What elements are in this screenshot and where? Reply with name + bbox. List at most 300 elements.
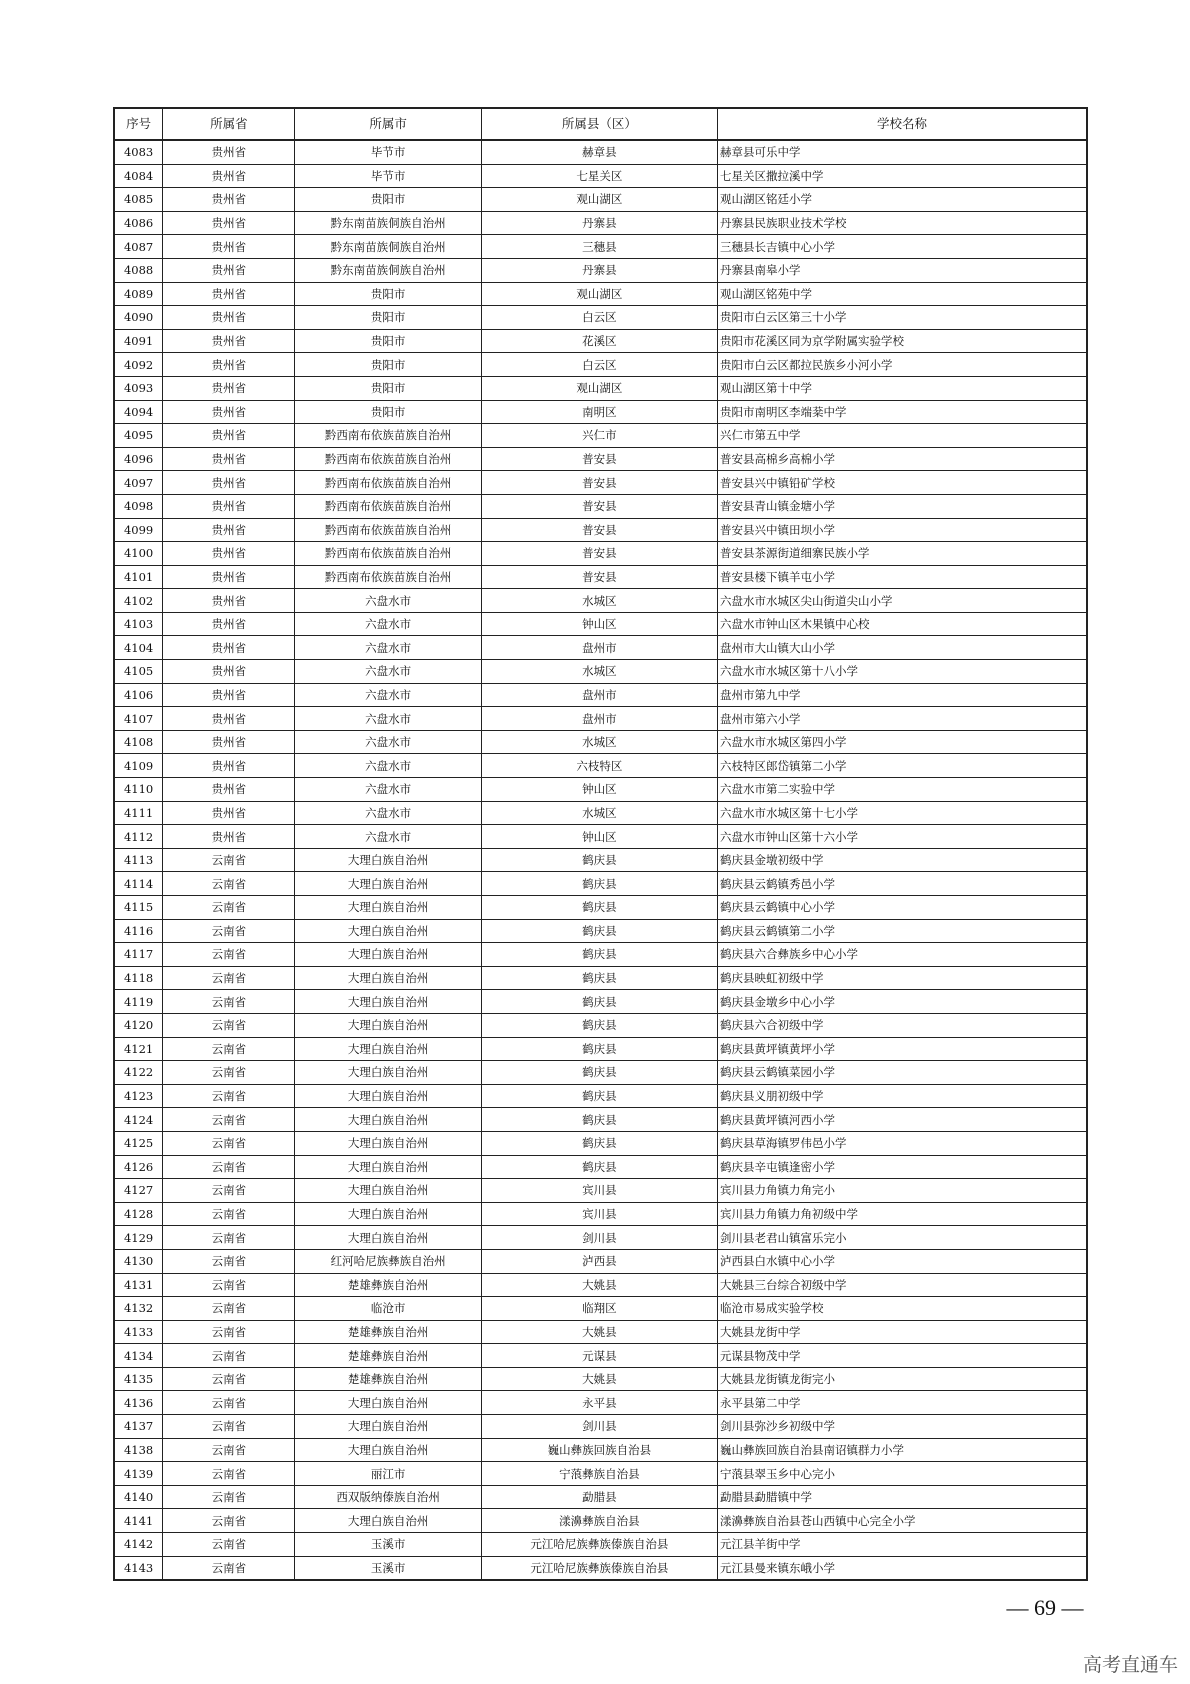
cell-county: 花溪区 bbox=[481, 329, 717, 353]
cell-city: 大理白族自治州 bbox=[295, 943, 481, 967]
cell-city: 大理白族自治州 bbox=[295, 1391, 481, 1415]
cell-school: 普安县兴中镇铅矿学校 bbox=[718, 471, 1088, 495]
cell-province: 贵州省 bbox=[163, 707, 295, 731]
cell-province: 云南省 bbox=[163, 1485, 295, 1509]
cell-county: 大姚县 bbox=[481, 1273, 717, 1297]
cell-index: 4110 bbox=[114, 778, 163, 802]
cell-index: 4142 bbox=[114, 1533, 163, 1557]
cell-province: 贵州省 bbox=[163, 801, 295, 825]
cell-school: 观山湖区铭廷小学 bbox=[718, 188, 1088, 212]
cell-county: 漾濞彝族自治县 bbox=[481, 1509, 717, 1533]
cell-index: 4133 bbox=[114, 1320, 163, 1344]
cell-county: 七星关区 bbox=[481, 164, 717, 188]
cell-county: 盘州市 bbox=[481, 636, 717, 660]
cell-province: 云南省 bbox=[163, 1155, 295, 1179]
cell-city: 大理白族自治州 bbox=[295, 919, 481, 943]
cell-index: 4119 bbox=[114, 990, 163, 1014]
cell-county: 六枝特区 bbox=[481, 754, 717, 778]
table-row bbox=[114, 1108, 1087, 1132]
cell-county: 普安县 bbox=[481, 518, 717, 542]
table-row bbox=[114, 1249, 1087, 1273]
table-row bbox=[114, 164, 1087, 188]
cell-index: 4122 bbox=[114, 1061, 163, 1085]
cell-index: 4100 bbox=[114, 542, 163, 566]
cell-province: 云南省 bbox=[163, 1438, 295, 1462]
cell-index: 4134 bbox=[114, 1344, 163, 1368]
cell-province: 云南省 bbox=[163, 848, 295, 872]
cell-city: 贵阳市 bbox=[295, 306, 481, 330]
cell-school: 鹤庆县黄坪镇黄坪小学 bbox=[718, 1037, 1088, 1061]
cell-school: 鹤庆县六合初级中学 bbox=[718, 1013, 1088, 1037]
cell-school: 贵阳市白云区都拉民族乡小河小学 bbox=[718, 353, 1088, 377]
cell-province: 云南省 bbox=[163, 1179, 295, 1203]
cell-index: 4141 bbox=[114, 1509, 163, 1533]
cell-county: 水城区 bbox=[481, 660, 717, 684]
cell-city: 黔西南布依族苗族自治州 bbox=[295, 424, 481, 448]
cell-county: 鹤庆县 bbox=[481, 1061, 717, 1085]
cell-county: 泸西县 bbox=[481, 1249, 717, 1273]
cell-city: 黔东南苗族侗族自治州 bbox=[295, 211, 481, 235]
table-row bbox=[114, 376, 1087, 400]
table-row bbox=[114, 1131, 1087, 1155]
cell-county: 大姚县 bbox=[481, 1320, 717, 1344]
cell-index: 4138 bbox=[114, 1438, 163, 1462]
cell-school: 鹤庆县金墩初级中学 bbox=[718, 848, 1088, 872]
cell-county: 三穗县 bbox=[481, 235, 717, 259]
header-city: 所属市 bbox=[295, 108, 481, 140]
cell-city: 黔西南布依族苗族自治州 bbox=[295, 542, 481, 566]
cell-province: 贵州省 bbox=[163, 612, 295, 636]
cell-index: 4128 bbox=[114, 1202, 163, 1226]
cell-county: 鹤庆县 bbox=[481, 943, 717, 967]
cell-county: 观山湖区 bbox=[481, 376, 717, 400]
cell-county: 鹤庆县 bbox=[481, 1155, 717, 1179]
cell-province: 云南省 bbox=[163, 966, 295, 990]
cell-county: 白云区 bbox=[481, 353, 717, 377]
cell-index: 4096 bbox=[114, 447, 163, 471]
cell-province: 云南省 bbox=[163, 1061, 295, 1085]
cell-province: 贵州省 bbox=[163, 329, 295, 353]
cell-index: 4099 bbox=[114, 518, 163, 542]
cell-province: 云南省 bbox=[163, 919, 295, 943]
cell-county: 盘州市 bbox=[481, 707, 717, 731]
cell-province: 贵州省 bbox=[163, 636, 295, 660]
cell-index: 4106 bbox=[114, 683, 163, 707]
cell-city: 大理白族自治州 bbox=[295, 872, 481, 896]
cell-city: 贵阳市 bbox=[295, 376, 481, 400]
cell-county: 鹤庆县 bbox=[481, 1013, 717, 1037]
cell-province: 云南省 bbox=[163, 1462, 295, 1486]
cell-county: 赫章县 bbox=[481, 140, 717, 164]
cell-province: 云南省 bbox=[163, 1320, 295, 1344]
cell-city: 西双版纳傣族自治州 bbox=[295, 1485, 481, 1509]
cell-school: 六盘水市第二实验中学 bbox=[718, 778, 1088, 802]
cell-school: 六盘水市水城区第十八小学 bbox=[718, 660, 1088, 684]
cell-county: 鹤庆县 bbox=[481, 1084, 717, 1108]
cell-city: 贵阳市 bbox=[295, 329, 481, 353]
cell-city: 大理白族自治州 bbox=[295, 1084, 481, 1108]
table-row bbox=[114, 683, 1087, 707]
cell-province: 贵州省 bbox=[163, 825, 295, 849]
cell-province: 云南省 bbox=[163, 896, 295, 920]
cell-city: 大理白族自治州 bbox=[295, 1509, 481, 1533]
cell-county: 宾川县 bbox=[481, 1179, 717, 1203]
cell-school: 鹤庆县云鹤镇秀邑小学 bbox=[718, 872, 1088, 896]
cell-city: 楚雄彝族自治州 bbox=[295, 1367, 481, 1391]
cell-city: 大理白族自治州 bbox=[295, 1061, 481, 1085]
cell-school: 贵阳市白云区第三十小学 bbox=[718, 306, 1088, 330]
table-row bbox=[114, 494, 1087, 518]
cell-city: 大理白族自治州 bbox=[295, 990, 481, 1014]
cell-county: 鹤庆县 bbox=[481, 848, 717, 872]
cell-province: 贵州省 bbox=[163, 494, 295, 518]
cell-index: 4094 bbox=[114, 400, 163, 424]
cell-index: 4121 bbox=[114, 1037, 163, 1061]
cell-county: 宁蒗彝族自治县 bbox=[481, 1462, 717, 1486]
cell-county: 观山湖区 bbox=[481, 282, 717, 306]
cell-index: 4124 bbox=[114, 1108, 163, 1132]
cell-county: 鹤庆县 bbox=[481, 1037, 717, 1061]
cell-index: 4091 bbox=[114, 329, 163, 353]
table-row bbox=[114, 1202, 1087, 1226]
cell-index: 4115 bbox=[114, 896, 163, 920]
cell-school: 盘州市第九中学 bbox=[718, 683, 1088, 707]
cell-school: 鹤庆县六合彝族乡中心小学 bbox=[718, 943, 1088, 967]
cell-school: 鹤庆县映虹初级中学 bbox=[718, 966, 1088, 990]
table-row bbox=[114, 660, 1087, 684]
cell-city: 黔西南布依族苗族自治州 bbox=[295, 447, 481, 471]
cell-school: 六盘水市水城区第四小学 bbox=[718, 730, 1088, 754]
cell-school: 宾川县力角镇力角完小 bbox=[718, 1179, 1088, 1203]
table-row bbox=[114, 282, 1087, 306]
table-row bbox=[114, 848, 1087, 872]
cell-county: 水城区 bbox=[481, 801, 717, 825]
table-row bbox=[114, 1179, 1087, 1203]
cell-index: 4093 bbox=[114, 376, 163, 400]
cell-city: 大理白族自治州 bbox=[295, 896, 481, 920]
cell-school: 贵阳市南明区李端棻中学 bbox=[718, 400, 1088, 424]
cell-index: 4112 bbox=[114, 825, 163, 849]
table-row bbox=[114, 612, 1087, 636]
cell-index: 4130 bbox=[114, 1249, 163, 1273]
cell-index: 4088 bbox=[114, 258, 163, 282]
cell-school: 六盘水市水城区第十七小学 bbox=[718, 801, 1088, 825]
cell-city: 毕节市 bbox=[295, 164, 481, 188]
table-row bbox=[114, 1084, 1087, 1108]
cell-province: 云南省 bbox=[163, 1556, 295, 1580]
cell-province: 云南省 bbox=[163, 990, 295, 1014]
cell-index: 4107 bbox=[114, 707, 163, 731]
cell-index: 4139 bbox=[114, 1462, 163, 1486]
cell-school: 鹤庆县云鹤镇第二小学 bbox=[718, 919, 1088, 943]
table-row bbox=[114, 1273, 1087, 1297]
cell-city: 大理白族自治州 bbox=[295, 1037, 481, 1061]
cell-county: 永平县 bbox=[481, 1391, 717, 1415]
cell-school: 普安县茶源街道细寨民族小学 bbox=[718, 542, 1088, 566]
cell-county: 元谋县 bbox=[481, 1344, 717, 1368]
cell-city: 黔东南苗族侗族自治州 bbox=[295, 258, 481, 282]
table-row bbox=[114, 1013, 1087, 1037]
cell-county: 丹寨县 bbox=[481, 211, 717, 235]
table-header-row bbox=[114, 108, 1087, 140]
cell-city: 贵阳市 bbox=[295, 353, 481, 377]
cell-county: 白云区 bbox=[481, 306, 717, 330]
cell-index: 4137 bbox=[114, 1415, 163, 1439]
cell-county: 宾川县 bbox=[481, 1202, 717, 1226]
cell-province: 贵州省 bbox=[163, 400, 295, 424]
cell-county: 剑川县 bbox=[481, 1226, 717, 1250]
table-row bbox=[114, 825, 1087, 849]
header-county: 所属县（区） bbox=[481, 108, 717, 140]
cell-province: 贵州省 bbox=[163, 589, 295, 613]
cell-index: 4111 bbox=[114, 801, 163, 825]
cell-city: 六盘水市 bbox=[295, 730, 481, 754]
table-row bbox=[114, 188, 1087, 212]
cell-school: 鹤庆县草海镇罗伟邑小学 bbox=[718, 1131, 1088, 1155]
cell-index: 4136 bbox=[114, 1391, 163, 1415]
cell-school: 临沧市易成实验学校 bbox=[718, 1297, 1088, 1321]
table-row bbox=[114, 990, 1087, 1014]
cell-city: 六盘水市 bbox=[295, 825, 481, 849]
cell-county: 鹤庆县 bbox=[481, 919, 717, 943]
cell-index: 4102 bbox=[114, 589, 163, 613]
cell-city: 大理白族自治州 bbox=[295, 966, 481, 990]
table-row bbox=[114, 1533, 1087, 1557]
table-row bbox=[114, 1556, 1087, 1580]
cell-school: 普安县兴中镇田坝小学 bbox=[718, 518, 1088, 542]
cell-province: 贵州省 bbox=[163, 471, 295, 495]
cell-province: 云南省 bbox=[163, 1131, 295, 1155]
cell-school: 六盘水市钟山区木果镇中心校 bbox=[718, 612, 1088, 636]
cell-province: 贵州省 bbox=[163, 683, 295, 707]
table-row bbox=[114, 329, 1087, 353]
cell-province: 贵州省 bbox=[163, 164, 295, 188]
cell-school: 六盘水市水城区尖山街道尖山小学 bbox=[718, 589, 1088, 613]
cell-school: 普安县高棉乡高棉小学 bbox=[718, 447, 1088, 471]
table-row bbox=[114, 589, 1087, 613]
cell-city: 楚雄彝族自治州 bbox=[295, 1344, 481, 1368]
cell-province: 云南省 bbox=[163, 1391, 295, 1415]
watermark-text: 高考直通车 bbox=[1082, 1654, 1178, 1676]
cell-province: 云南省 bbox=[163, 1249, 295, 1273]
cell-county: 鹤庆县 bbox=[481, 872, 717, 896]
cell-city: 六盘水市 bbox=[295, 589, 481, 613]
table-row bbox=[114, 966, 1087, 990]
cell-city: 大理白族自治州 bbox=[295, 1438, 481, 1462]
header-index: 序号 bbox=[114, 108, 163, 140]
cell-province: 云南省 bbox=[163, 1202, 295, 1226]
cell-province: 云南省 bbox=[163, 872, 295, 896]
cell-city: 红河哈尼族彝族自治州 bbox=[295, 1249, 481, 1273]
cell-county: 鹤庆县 bbox=[481, 1108, 717, 1132]
cell-province: 云南省 bbox=[163, 1415, 295, 1439]
cell-city: 六盘水市 bbox=[295, 636, 481, 660]
cell-county: 盘州市 bbox=[481, 683, 717, 707]
cell-index: 4095 bbox=[114, 424, 163, 448]
cell-city: 贵阳市 bbox=[295, 400, 481, 424]
table-row bbox=[114, 542, 1087, 566]
cell-province: 贵州省 bbox=[163, 730, 295, 754]
table-row bbox=[114, 400, 1087, 424]
cell-city: 贵阳市 bbox=[295, 282, 481, 306]
table-row bbox=[114, 565, 1087, 589]
table-row bbox=[114, 1297, 1087, 1321]
table-row bbox=[114, 636, 1087, 660]
table-row bbox=[114, 730, 1087, 754]
cell-city: 临沧市 bbox=[295, 1297, 481, 1321]
cell-county: 普安县 bbox=[481, 494, 717, 518]
cell-school: 六盘水市钟山区第十六小学 bbox=[718, 825, 1088, 849]
cell-province: 贵州省 bbox=[163, 376, 295, 400]
cell-index: 4120 bbox=[114, 1013, 163, 1037]
cell-county: 剑川县 bbox=[481, 1415, 717, 1439]
cell-index: 4125 bbox=[114, 1131, 163, 1155]
table-row bbox=[114, 1344, 1087, 1368]
cell-city: 六盘水市 bbox=[295, 612, 481, 636]
cell-county: 鹤庆县 bbox=[481, 990, 717, 1014]
table-body bbox=[114, 140, 1087, 1580]
cell-province: 云南省 bbox=[163, 1533, 295, 1557]
cell-province: 贵州省 bbox=[163, 424, 295, 448]
cell-school: 鹤庆县义朋初级中学 bbox=[718, 1084, 1088, 1108]
cell-county: 勐腊县 bbox=[481, 1485, 717, 1509]
table-row bbox=[114, 1226, 1087, 1250]
cell-school: 七星关区撒拉溪中学 bbox=[718, 164, 1088, 188]
cell-county: 元江哈尼族彝族傣族自治县 bbox=[481, 1533, 717, 1557]
cell-province: 贵州省 bbox=[163, 258, 295, 282]
cell-city: 楚雄彝族自治州 bbox=[295, 1320, 481, 1344]
cell-county: 普安县 bbox=[481, 565, 717, 589]
cell-school: 鹤庆县云鹤镇菜园小学 bbox=[718, 1061, 1088, 1085]
cell-school: 元江县曼来镇东峨小学 bbox=[718, 1556, 1088, 1580]
cell-county: 普安县 bbox=[481, 471, 717, 495]
cell-school: 大姚县龙街中学 bbox=[718, 1320, 1088, 1344]
cell-school: 鹤庆县黄坪镇河西小学 bbox=[718, 1108, 1088, 1132]
cell-index: 4126 bbox=[114, 1155, 163, 1179]
cell-county: 大姚县 bbox=[481, 1367, 717, 1391]
cell-school: 鹤庆县金墩乡中心小学 bbox=[718, 990, 1088, 1014]
header-school: 学校名称 bbox=[718, 108, 1088, 140]
cell-county: 普安县 bbox=[481, 542, 717, 566]
cell-city: 六盘水市 bbox=[295, 778, 481, 802]
cell-county: 巍山彝族回族自治县 bbox=[481, 1438, 717, 1462]
cell-province: 云南省 bbox=[163, 1509, 295, 1533]
cell-city: 大理白族自治州 bbox=[295, 848, 481, 872]
header-province: 所属省 bbox=[163, 108, 295, 140]
cell-school: 盘州市第六小学 bbox=[718, 707, 1088, 731]
table-row bbox=[114, 1509, 1087, 1533]
cell-city: 大理白族自治州 bbox=[295, 1108, 481, 1132]
cell-school: 宾川县力角镇力角初级中学 bbox=[718, 1202, 1088, 1226]
cell-school: 漾濞彝族自治县苍山西镇中心完全小学 bbox=[718, 1509, 1088, 1533]
cell-school: 普安县楼下镇羊屯小学 bbox=[718, 565, 1088, 589]
table-row bbox=[114, 1391, 1087, 1415]
cell-city: 黔西南布依族苗族自治州 bbox=[295, 494, 481, 518]
table-row bbox=[114, 778, 1087, 802]
table-row bbox=[114, 306, 1087, 330]
cell-province: 贵州省 bbox=[163, 188, 295, 212]
cell-city: 黔西南布依族苗族自治州 bbox=[295, 518, 481, 542]
cell-province: 云南省 bbox=[163, 1108, 295, 1132]
cell-index: 4117 bbox=[114, 943, 163, 967]
cell-index: 4114 bbox=[114, 872, 163, 896]
table-row bbox=[114, 1367, 1087, 1391]
cell-province: 贵州省 bbox=[163, 235, 295, 259]
cell-province: 贵州省 bbox=[163, 778, 295, 802]
cell-school: 丹寨县民族职业技术学校 bbox=[718, 211, 1088, 235]
table-row bbox=[114, 754, 1087, 778]
cell-city: 六盘水市 bbox=[295, 754, 481, 778]
cell-county: 鹤庆县 bbox=[481, 966, 717, 990]
cell-county: 钟山区 bbox=[481, 612, 717, 636]
cell-county: 钟山区 bbox=[481, 825, 717, 849]
cell-province: 贵州省 bbox=[163, 140, 295, 164]
cell-province: 贵州省 bbox=[163, 282, 295, 306]
cell-city: 大理白族自治州 bbox=[295, 1202, 481, 1226]
cell-index: 4140 bbox=[114, 1485, 163, 1509]
cell-school: 贵阳市花溪区同为京学附属实验学校 bbox=[718, 329, 1088, 353]
cell-city: 大理白族自治州 bbox=[295, 1155, 481, 1179]
cell-county: 临翔区 bbox=[481, 1297, 717, 1321]
table-row bbox=[114, 258, 1087, 282]
table-row bbox=[114, 801, 1087, 825]
table-row bbox=[114, 140, 1087, 164]
table-row bbox=[114, 1061, 1087, 1085]
cell-school: 盘州市大山镇大山小学 bbox=[718, 636, 1088, 660]
cell-school: 大姚县龙街镇龙街完小 bbox=[718, 1367, 1088, 1391]
cell-province: 贵州省 bbox=[163, 306, 295, 330]
cell-county: 南明区 bbox=[481, 400, 717, 424]
cell-province: 云南省 bbox=[163, 1344, 295, 1368]
cell-province: 云南省 bbox=[163, 1297, 295, 1321]
cell-school: 观山湖区第十中学 bbox=[718, 376, 1088, 400]
cell-province: 云南省 bbox=[163, 1226, 295, 1250]
table-row bbox=[114, 707, 1087, 731]
cell-province: 云南省 bbox=[163, 1013, 295, 1037]
cell-school: 鹤庆县辛屯镇逢密小学 bbox=[718, 1155, 1088, 1179]
cell-city: 六盘水市 bbox=[295, 707, 481, 731]
cell-school: 宁蒗县翠玉乡中心完小 bbox=[718, 1462, 1088, 1486]
cell-province: 贵州省 bbox=[163, 660, 295, 684]
cell-province: 贵州省 bbox=[163, 565, 295, 589]
cell-school: 六枝特区郎岱镇第二小学 bbox=[718, 754, 1088, 778]
cell-county: 普安县 bbox=[481, 447, 717, 471]
table-row bbox=[114, 518, 1087, 542]
table-row bbox=[114, 1037, 1087, 1061]
cell-index: 4103 bbox=[114, 612, 163, 636]
cell-index: 4123 bbox=[114, 1084, 163, 1108]
cell-city: 黔东南苗族侗族自治州 bbox=[295, 235, 481, 259]
cell-city: 黔西南布依族苗族自治州 bbox=[295, 565, 481, 589]
cell-city: 大理白族自治州 bbox=[295, 1226, 481, 1250]
cell-index: 4104 bbox=[114, 636, 163, 660]
cell-county: 兴仁市 bbox=[481, 424, 717, 448]
cell-county: 元江哈尼族彝族傣族自治县 bbox=[481, 1556, 717, 1580]
cell-index: 4092 bbox=[114, 353, 163, 377]
table-row bbox=[114, 1438, 1087, 1462]
cell-city: 玉溪市 bbox=[295, 1533, 481, 1557]
cell-school: 泸西县白水镇中心小学 bbox=[718, 1249, 1088, 1273]
cell-index: 4143 bbox=[114, 1556, 163, 1580]
cell-index: 4089 bbox=[114, 282, 163, 306]
page-number: — 69 — bbox=[1006, 1595, 1084, 1620]
table-row bbox=[114, 424, 1087, 448]
cell-index: 4084 bbox=[114, 164, 163, 188]
table-row bbox=[114, 1462, 1087, 1486]
cell-province: 贵州省 bbox=[163, 447, 295, 471]
cell-school: 赫章县可乐中学 bbox=[718, 140, 1088, 164]
table-row bbox=[114, 1485, 1087, 1509]
